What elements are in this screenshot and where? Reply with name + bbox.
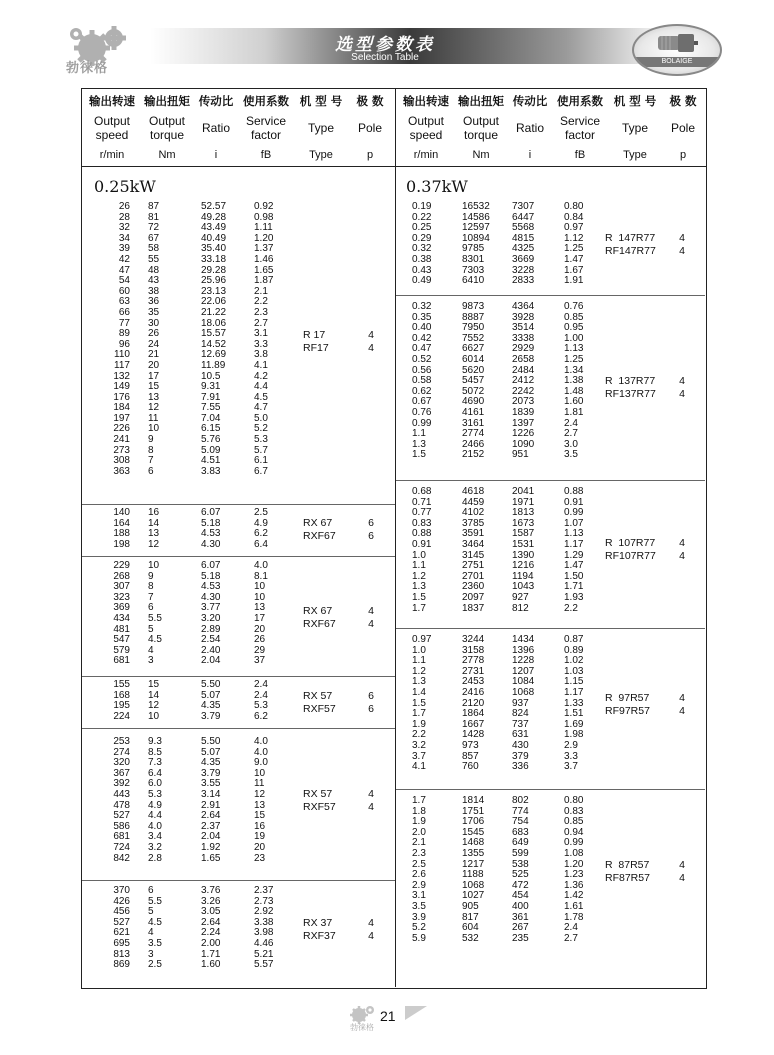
left-g3-torque: 15 14 12 10 xyxy=(148,679,160,722)
ratio-header-cn: 传动比 xyxy=(198,94,234,108)
speed-header-cn: 输出转速 xyxy=(403,94,449,108)
brand-logo-text: 勃徕格 xyxy=(66,61,109,76)
left-g0-factor: 0.92 0.98 1.11 1.20 1.37 1.46 1.65 1.87 2.1 2.2 2.3 2.7 3.1 3.3 3.8 4.1 4.2 4.4 4.5 4.7 5.0 5.2 5.3 5.7 6.1 6.7 xyxy=(254,201,274,477)
right-g1-type: R 137R77 RF137R77 xyxy=(605,375,656,400)
left-g2-ratio: 6.07 5.18 4.53 4.30 3.77 3.20 2.89 2.54 2.40 2.04 xyxy=(201,560,221,667)
torque-header-cn: 输出扭矩 xyxy=(458,94,504,108)
left-group-separator xyxy=(82,504,395,505)
left-power-label: 0.25kW xyxy=(94,177,156,196)
right-g4-pole: 4 4 xyxy=(679,859,685,884)
type-header-unit: Type xyxy=(309,149,333,161)
left-g1-pole: 6 6 xyxy=(368,517,374,542)
right-col-factor-header xyxy=(552,94,608,162)
left-g1-factor: 2.5 4.9 6.2 6.4 xyxy=(254,507,268,550)
right-g4-factor: 0.80 0.83 0.85 0.94 0.99 1.08 1.20 1.23 1.36 1.42 1.61 1.78 2.4 2.7 xyxy=(564,795,584,944)
pole-header-unit: p xyxy=(679,149,687,161)
ratio-header-unit: i xyxy=(528,149,532,161)
type-header-unit: Type xyxy=(623,149,647,161)
right-g3-factor: 0.87 0.89 1.02 1.03 1.15 1.17 1.33 1.51 1.69 1.98 2.9 3.3 3.7 xyxy=(564,634,584,773)
left-g1-torque: 16 14 13 12 xyxy=(148,507,160,550)
pole-header-cn: 极 数 xyxy=(669,94,697,108)
right-group-separator xyxy=(396,480,705,481)
left-g4-torque: 9.3 8.5 7.3 6.4 6.0 5.3 4.9 4.4 4.0 3.4 3.2 2.8 xyxy=(148,736,162,864)
left-g3-ratio: 5.50 5.07 4.35 3.79 xyxy=(201,679,221,722)
left-g4-type: RX 57 RXF57 xyxy=(303,788,336,813)
left-g5-type: RX 37 RXF37 xyxy=(303,917,336,942)
left-g4-factor: 4.0 4.0 9.0 10 11 12 13 15 16 19 20 23 xyxy=(254,736,268,864)
right-g2-factor: 0.88 0.91 0.99 1.07 1.13 1.17 1.29 1.47 1.50 1.71 1.93 2.2 xyxy=(564,486,584,614)
type-header-en: Type xyxy=(307,121,334,135)
left-g1-type: RX 67 RXF67 xyxy=(303,517,336,542)
left-group-separator xyxy=(82,676,395,677)
speed-header-en2: speed xyxy=(409,128,443,142)
torque-header-unit: Nm xyxy=(472,149,490,161)
left-col-torque-header xyxy=(140,94,194,162)
right-g2-ratio: 2041 1971 1813 1673 1587 1531 1390 1216 1194 1043 927 812 xyxy=(512,486,535,614)
factor-header-unit: fB xyxy=(574,149,586,161)
factor-header-en2: factor xyxy=(564,128,595,142)
right-g1-pole: 4 4 xyxy=(679,375,685,400)
right-g0-pole: 4 4 xyxy=(679,232,685,257)
left-g3-pole: 6 6 xyxy=(368,690,374,715)
right-g3-pole: 4 4 xyxy=(679,692,685,717)
speed-header-unit: r/min xyxy=(413,149,439,161)
factor-header-en2: factor xyxy=(250,128,281,142)
right-col-ratio-header xyxy=(508,94,552,162)
footer-wedge-decoration xyxy=(405,1006,427,1020)
right-g2-speed: 0.68 0.71 0.77 0.83 0.88 0.91 1.0 1.1 1.2 1.3 1.5 1.7 xyxy=(412,486,432,614)
left-g3-speed: 155 168 195 224 xyxy=(113,679,130,722)
left-g1-speed: 140 164 188 198 xyxy=(113,507,130,550)
speed-header-en1: Output xyxy=(407,114,445,128)
factor-header-unit: fB xyxy=(260,149,272,161)
left-g0-type: R 17 RF17 xyxy=(303,329,329,354)
factor-header-en1: Service xyxy=(559,114,600,128)
left-g0-pole: 4 4 xyxy=(368,329,374,354)
right-col-speed-header xyxy=(398,94,454,162)
gear-motor-icon xyxy=(656,32,698,54)
right-g1-ratio: 4364 3928 3514 3338 2929 2658 2484 2412 2242 2073 1839 1397 1226 1090 951 xyxy=(512,301,535,461)
right-g1-torque: 9873 8887 7950 7552 6627 6014 5620 5457 5072 4690 4161 3161 2774 2466 2152 xyxy=(462,301,485,461)
page-title-en: Selection Table xyxy=(351,52,419,63)
right-g0-factor: 0.80 0.84 0.97 1.12 1.25 1.47 1.67 1.91 xyxy=(564,201,584,287)
ratio-header-unit: i xyxy=(214,149,218,161)
left-col-ratio-header xyxy=(194,94,238,162)
torque-header-en1: Output xyxy=(462,114,500,128)
right-g0-ratio: 7307 6447 5568 4815 4325 3669 3228 2833 xyxy=(512,201,535,287)
right-g3-ratio: 1434 1396 1228 1207 1084 1068 937 824 737 631 430 379 336 xyxy=(512,634,535,773)
torque-header-unit: Nm xyxy=(158,149,176,161)
right-g1-speed: 0.32 0.35 0.40 0.42 0.47 0.52 0.56 0.58 0.62 0.67 0.76 0.99 1.1 1.3 1.5 xyxy=(412,301,432,461)
left-g3-type: RX 57 RXF57 xyxy=(303,690,336,715)
right-g3-speed: 0.97 1.0 1.1 1.2 1.3 1.4 1.5 1.7 1.9 2.2 3.2 3.7 4.1 xyxy=(412,634,432,773)
footer-brand-text: 勃徕格 xyxy=(350,1023,374,1032)
right-g0-torque: 16532 14586 12597 10894 9785 8301 7303 6410 xyxy=(462,201,490,287)
left-g2-pole: 4 4 xyxy=(368,605,374,630)
left-g0-ratio: 52.57 49.28 43.49 40.49 35.40 33.18 29.28 25.96 23.13 22.06 21.22 18.06 15.57 14.52 12.69 11.89 10.5 9.31 7.91 7.55 7.04 6.15 5.76 5.09 4.51 3.83 xyxy=(201,201,227,477)
factor-header-en1: Service xyxy=(245,114,286,128)
right-g0-type: R 147R77 RF147R77 xyxy=(605,232,656,257)
left-g4-pole: 4 4 xyxy=(368,788,374,813)
pole-header-en: Pole xyxy=(670,121,696,135)
left-g5-factor: 2.37 2.73 2.92 3.38 3.98 4.46 5.21 5.57 xyxy=(254,885,274,971)
right-group-separator xyxy=(396,628,705,629)
left-g2-factor: 4.0 8.1 10 10 13 17 20 26 29 37 xyxy=(254,560,268,667)
factor-header-cn: 使用系数 xyxy=(243,94,289,108)
left-g4-speed: 253 274 320 367 392 443 478 527 586 681 724 842 xyxy=(113,736,130,864)
left-col-pole-header xyxy=(348,94,392,162)
right-g0-speed: 0.19 0.22 0.25 0.29 0.32 0.38 0.43 0.49 xyxy=(412,201,432,287)
left-col-factor-header xyxy=(238,94,294,162)
speed-header-en2: speed xyxy=(95,128,129,142)
left-g4-ratio: 5.50 5.07 4.35 3.79 3.55 3.14 2.91 2.64 2.37 2.04 1.92 1.65 xyxy=(201,736,221,864)
right-g2-type: R 107R77 RF107R77 xyxy=(605,537,656,562)
right-col-type-header xyxy=(608,94,662,162)
torque-header-en2: torque xyxy=(463,128,499,142)
torque-header-en2: torque xyxy=(149,128,185,142)
right-g4-speed: 1.7 1.8 1.9 2.0 2.1 2.3 2.5 2.6 2.9 3.1 3.5 3.9 5.2 5.9 xyxy=(412,795,426,944)
right-group-separator xyxy=(396,789,705,790)
right-g1-factor: 0.76 0.85 0.95 1.00 1.13 1.25 1.34 1.38 1.48 1.60 1.81 2.4 2.7 3.0 3.5 xyxy=(564,301,584,461)
right-g4-torque: 1814 1751 1706 1545 1468 1355 1217 1188 1068 1027 905 817 604 532 xyxy=(462,795,485,944)
pole-header-cn: 极 数 xyxy=(356,94,384,108)
left-col-speed-header xyxy=(84,94,140,162)
left-col-type-header xyxy=(294,94,348,162)
left-g5-speed: 370 426 456 527 621 695 813 869 xyxy=(113,885,130,971)
right-g2-torque: 4618 4459 4102 3785 3591 3464 3145 2751 2701 2360 2097 1837 xyxy=(462,486,485,614)
header-bottom-rule xyxy=(81,166,706,167)
left-g5-ratio: 3.76 3.26 3.05 2.64 2.24 2.00 1.71 1.60 xyxy=(201,885,221,971)
table-center-divider xyxy=(395,88,396,987)
right-g3-torque: 3244 3158 2778 2731 2453 2416 2120 1864 1667 1428 973 857 760 xyxy=(462,634,485,773)
left-g5-pole: 4 4 xyxy=(368,917,374,942)
badge-brand-text: BOLAIGE xyxy=(634,57,720,67)
left-group-separator xyxy=(82,880,395,881)
left-g3-factor: 2.4 2.4 5.3 6.2 xyxy=(254,679,268,722)
right-g4-ratio: 802 774 754 683 649 599 538 525 472 454 400 361 267 235 xyxy=(512,795,529,944)
factor-header-cn: 使用系数 xyxy=(557,94,603,108)
right-g2-pole: 4 4 xyxy=(679,537,685,562)
ratio-header-en: Ratio xyxy=(201,121,230,135)
ratio-header-cn: 传动比 xyxy=(512,94,548,108)
left-g1-ratio: 6.07 5.18 4.53 4.30 xyxy=(201,507,221,550)
right-power-label: 0.37kW xyxy=(406,177,468,196)
right-g3-type: R 97R57 RF97R57 xyxy=(605,692,650,717)
left-g2-type: RX 67 RXF67 xyxy=(303,605,336,630)
right-col-torque-header xyxy=(454,94,508,162)
left-g2-torque: 10 9 8 7 6 5.5 5 4.5 4 3 xyxy=(148,560,162,667)
type-header-en: Type xyxy=(621,121,648,135)
right-g4-type: R 87R57 RF87R57 xyxy=(605,859,650,884)
speed-header-unit: r/min xyxy=(99,149,125,161)
speed-header-cn: 输出转速 xyxy=(89,94,135,108)
speed-header-en1: Output xyxy=(93,114,131,128)
left-g0-speed: 26 28 32 34 39 42 47 54 60 63 66 77 89 96 110 117 132 149 176 184 197 226 241 273 308 363 xyxy=(113,201,130,477)
left-g0-torque: 87 81 72 67 58 55 48 43 38 36 35 30 26 24 21 20 17 15 13 12 11 10 9 8 7 6 xyxy=(148,201,160,477)
torque-header-cn: 输出扭矩 xyxy=(144,94,190,108)
page-number: 21 xyxy=(380,1008,396,1024)
left-g2-speed: 229 268 307 323 369 434 481 547 579 681 xyxy=(113,560,130,667)
left-group-separator xyxy=(82,728,395,729)
left-group-separator xyxy=(82,556,395,557)
right-group-separator xyxy=(396,295,705,296)
product-badge xyxy=(632,24,722,76)
pole-header-unit: p xyxy=(366,149,374,161)
left-g5-torque: 6 5.5 5 4.5 4 3.5 3 2.5 xyxy=(148,885,162,971)
right-col-pole-header xyxy=(662,94,704,162)
torque-header-en1: Output xyxy=(148,114,186,128)
type-header-cn: 机 型 号 xyxy=(299,94,343,108)
ratio-header-en: Ratio xyxy=(515,121,544,135)
pole-header-en: Pole xyxy=(357,121,383,135)
type-header-cn: 机 型 号 xyxy=(613,94,657,108)
page-title-cn: 选型参数表 xyxy=(335,35,435,55)
